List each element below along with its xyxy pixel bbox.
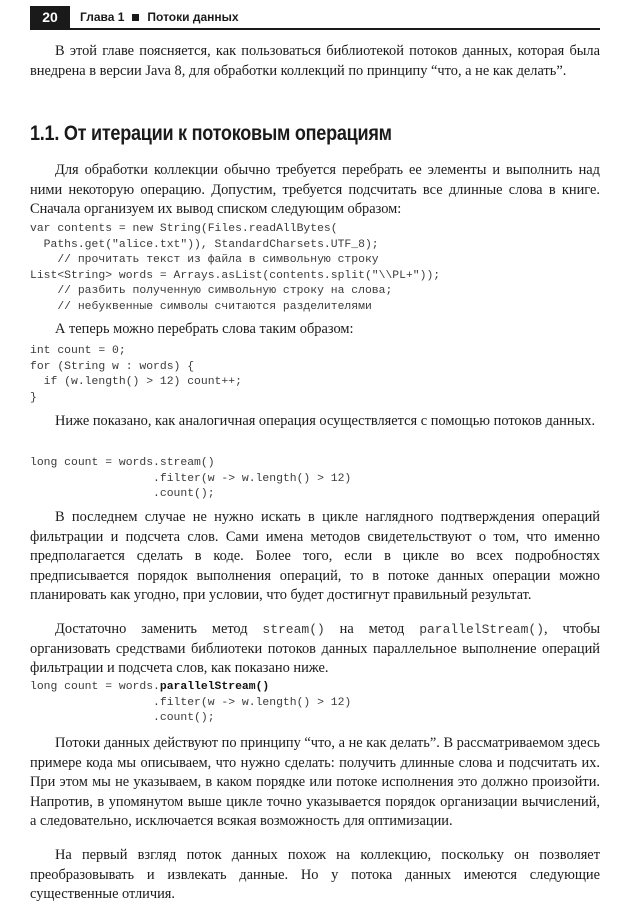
code-block-2 (30, 344, 600, 406)
paragraph-6: Потоки данных действуют по принципу “что, а не как делать”. В рассматриваемом здесь примере кода мы описываем, что нужно сделать: получить длинные слова и подсчитать их. При этом мы не указываем, в каком порядке или потоке исполнения это должно произойти. Напротив, в упомянутом выше цикле точно указывается порядок организации вычислений, а следовательно, исключается всякая возможность для оптимизации. (30, 735, 600, 830)
section-heading: 1.1. От итерации к потоковым операциям (30, 122, 392, 145)
chapter-label: Глава 1 (80, 10, 125, 24)
code-emphasis: parallelStream() (159, 681, 270, 693)
code-line: // прочитать текст из файла в символьную строку (30, 254, 379, 267)
paragraph-4: В последнем случае не нужно искать в цикле наглядного подтверждения операций фильтрации и подсчета слов. Сами имена методов свидетельствуют о том, что именно предполагается сделать в коде. Более того, если в цикле во всех подробностях предписывается порядок выполнения операций, то в потоке данных операции можно планировать как угодно, при условии, что будет достигнут правильный результат. (30, 509, 600, 604)
code-line: } (30, 391, 37, 404)
code-line: var contents = new String(Files.readAllBytes( (30, 223, 338, 235)
code-line: .filter(w -> w.length() > 12) (30, 472, 352, 485)
code-line: int count = 0; (30, 345, 126, 357)
code-line: List<String> words = Arrays.asList(contents.split("\\PL+")); (30, 269, 441, 282)
text-run: Достаточно заменить метод (55, 621, 263, 637)
code-line: Paths.get("alice.txt")), StandardCharsets.UTF_8); (30, 238, 379, 251)
code-line: // разбить полученную символьную строку на слова; (30, 285, 393, 298)
text-run: , чтобы организовать средствами библиотеки потоков данных параллельное выполнение операций фильтрации и подсчета слов, как показано ниже. (30, 621, 600, 677)
square-bullet-icon (132, 14, 139, 21)
code-line: .count(); (30, 488, 215, 501)
paragraph-5 (30, 620, 600, 679)
inline-code: stream() (262, 622, 325, 637)
code-line: for (String w : words) { (30, 360, 195, 373)
paragraph-2: А теперь можно перебрать слова таким образом: (55, 321, 354, 337)
code-line: .filter(w -> w.length() > 12) (30, 696, 352, 709)
paragraph-1: Для обработки коллекции обычно требуется перебрать ее элементы и выполнить над ними некоторую операцию. Допустим, требуется подсчитать все длинные слова в книге. Сначала организуем их вывод списком следующим образом: (30, 162, 600, 218)
code-line: long count = words.stream() (30, 457, 215, 469)
intro-paragraph: В этой главе поясняется, как пользоваться библиотекой потоков данных, которая была внедрена в версии Java 8, для обработки коллекций по принципу “что, а не как делать”. (30, 43, 600, 79)
code-block-1 (30, 222, 600, 316)
text-run: на метод (324, 621, 420, 637)
code-line: .count(); (30, 712, 215, 725)
code-block-3 (30, 456, 600, 503)
paragraph-7: На первый взгляд поток данных похож на коллекцию, поскольку он позволяет преобразовывать и извлекать данные. Но у потока данных имеются следующие существенные отличия. (30, 847, 600, 903)
code-block-4 (30, 680, 600, 727)
paragraph-3: Ниже показано, как аналогичная операция осуществляется с помощью потоков данных. (55, 413, 596, 429)
code-line: // небуквенные символы считаются разделителями (30, 300, 372, 313)
code-line: if (w.length() > 12) count++; (30, 376, 242, 389)
chapter-title: Потоки данных (147, 10, 239, 24)
running-header (30, 6, 600, 30)
inline-code: parallelStream() (419, 622, 545, 637)
page-number: 20 (30, 6, 70, 28)
code-text: long count = words. (30, 681, 160, 693)
